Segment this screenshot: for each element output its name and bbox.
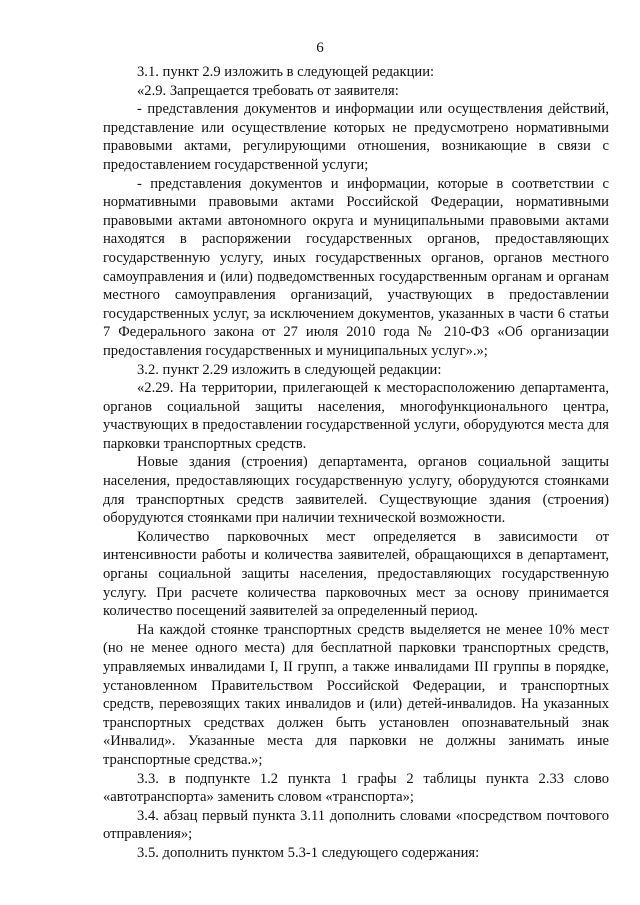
page-number: 6 — [316, 40, 324, 56]
paragraph-3-1: 3.1. пункт 2.9 изложить в следующей редакции: — [137, 64, 435, 80]
paragraph-2-29: «2.29. На территории, прилегающей к месторасположению департамента, органов социальной защиты населения, многофункционального центра, участвующих в предоставлении государственной услуги, оборудуются места для парковки транспортных средств. — [103, 380, 609, 452]
paragraph-3-2: 3.2. пункт 2.29 изложить в следующей редакции: — [137, 361, 442, 378]
paragraph-2-9-item-2: - представления документов и информации, которые в соответствии с нормативными правовыми актами Российской Федерации, нормативными правовыми актами автономного округа и муниципальными правовыми актами находятся в распоряжении государственных органов, предоставляющих государственную услугу, иных государственных органов, органов местного самоуправления и (или) подведомственных государственным органам и органам местного самоуправления организаций, участвующих в предоставлении государственных услуг, за исключением документов, указанных в части 6 статьи 7 Федерального закона от 27 июля 2010 года № 210-ФЗ «Об организации предоставления государственных и муниципальных услуг».»; — [103, 175, 609, 359]
document-body — [103, 63, 609, 863]
paragraph-parking-count: Количество парковочных мест определяется в зависимости от интенсивности работы и количества заявителей, обращающихся в департамент, органы социальной защиты населения, предоставляющих государственную услугу. При расчете количества парковочных мест за основу принимается количество посещений заявителей за определенный период. — [103, 528, 609, 620]
paragraph-2-9-item-1: - представления документов и информации или осуществления действий, представление или осуществление которых не предусмотрено нормативными правовыми актами, регулирующими отношения, возникающие в связи с предоставлением государственной услуги; — [103, 101, 609, 173]
paragraph-3-3: 3.3. в подпункте 1.2 пункта 1 графы 2 таблицы пункта 2.33 слово «автотранспорта» заменить словом «транспорта»; — [103, 770, 609, 806]
paragraph-3-5: 3.5. дополнить пунктом 5.3-1 следующего содержания: — [137, 844, 480, 861]
paragraph-disabled-parking: На каждой стоянке транспортных средств выделяется не менее 10% мест (но не менее одного места) для бесплатной парковки транспортных средств, управляемых инвалидами I, II групп, а также инвалидами III группы в порядке, установленном Правительством Российской Федерации, и транспортных средств, перевозящих таких инвалидов и (или) детей-инвалидов. На указанных транспортных средствах должен быть установлен опознавательный знак «Инвалид». Указанные места для парковки не должны занимать иные транспортные средства.»; — [103, 621, 609, 768]
paragraph-new-buildings: Новые здания (строения) департамента, органов социальной защиты населения, предоставляющих государственную услугу, оборудуются стоянками для транспортных средств заявителей. Существующие здания (строения) оборудуются стоянками при наличии технической возможности. — [103, 454, 609, 527]
paragraph-3-4: 3.4. абзац первый пункта 3.11 дополнить словами «посредством почтового отправления»; — [103, 807, 609, 843]
paragraph-2-9-heading: «2.9. Запрещается требовать от заявителя: — [137, 82, 399, 99]
